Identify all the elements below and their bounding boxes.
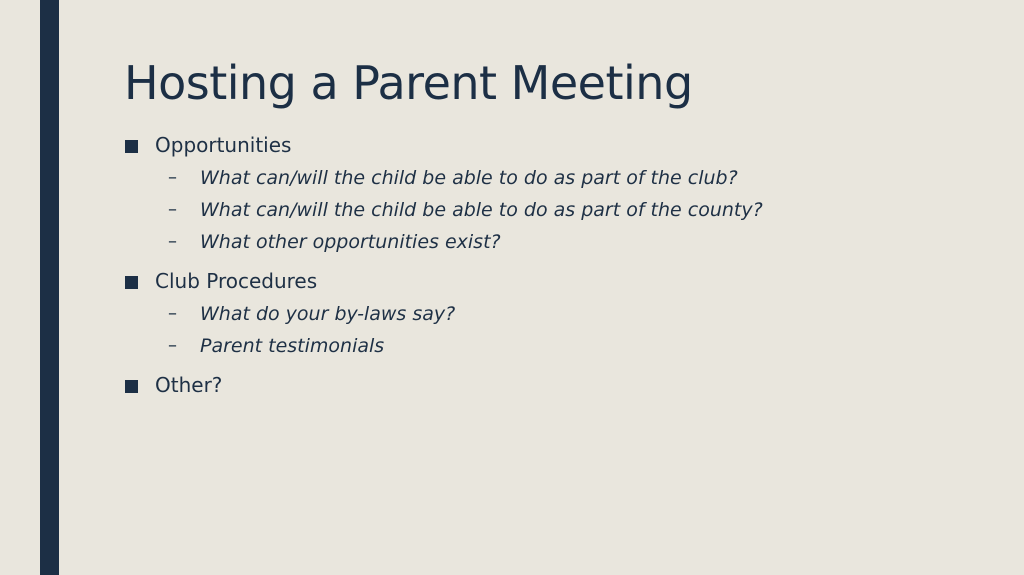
dash-bullet-icon: – [168,303,177,324]
bullet-list [124,128,984,404]
slide-title: Hosting a Parent Meeting [124,56,693,110]
sub-bullet-item [124,330,984,362]
sub-bullet-text: Parent testimonials [200,335,385,357]
bullet-text: Other? [155,373,223,397]
dash-bullet-icon: – [168,335,177,356]
sub-bullet-item [124,194,984,226]
sub-bullet-list [124,298,984,362]
bullet-group-other [124,368,984,402]
sub-bullet-text: What can/will the child be able to do as part of the club? [200,167,738,189]
sub-bullet-text: What can/will the child be able to do as part of the county? [200,199,763,221]
sub-bullet-text: What other opportunities exist? [200,231,501,253]
sub-bullet-item [124,298,984,330]
dash-bullet-icon: – [168,231,177,252]
square-bullet-icon [125,380,138,393]
bullet-group-club-procedures [124,264,984,362]
bullet-item [124,264,984,298]
bullet-group-opportunities [124,128,984,258]
bullet-item [124,128,984,162]
sub-bullet-item [124,162,984,194]
square-bullet-icon [125,140,138,153]
square-bullet-icon [125,276,138,289]
sub-bullet-text: What do your by-laws say? [200,303,456,325]
bullet-text: Club Procedures [155,269,318,293]
dash-bullet-icon: – [168,199,177,220]
bullet-item [124,368,984,402]
accent-bar [40,0,59,575]
sub-bullet-item [124,226,984,258]
sub-bullet-list [124,162,984,258]
bullet-text: Opportunities [155,133,292,157]
dash-bullet-icon: – [168,167,177,188]
